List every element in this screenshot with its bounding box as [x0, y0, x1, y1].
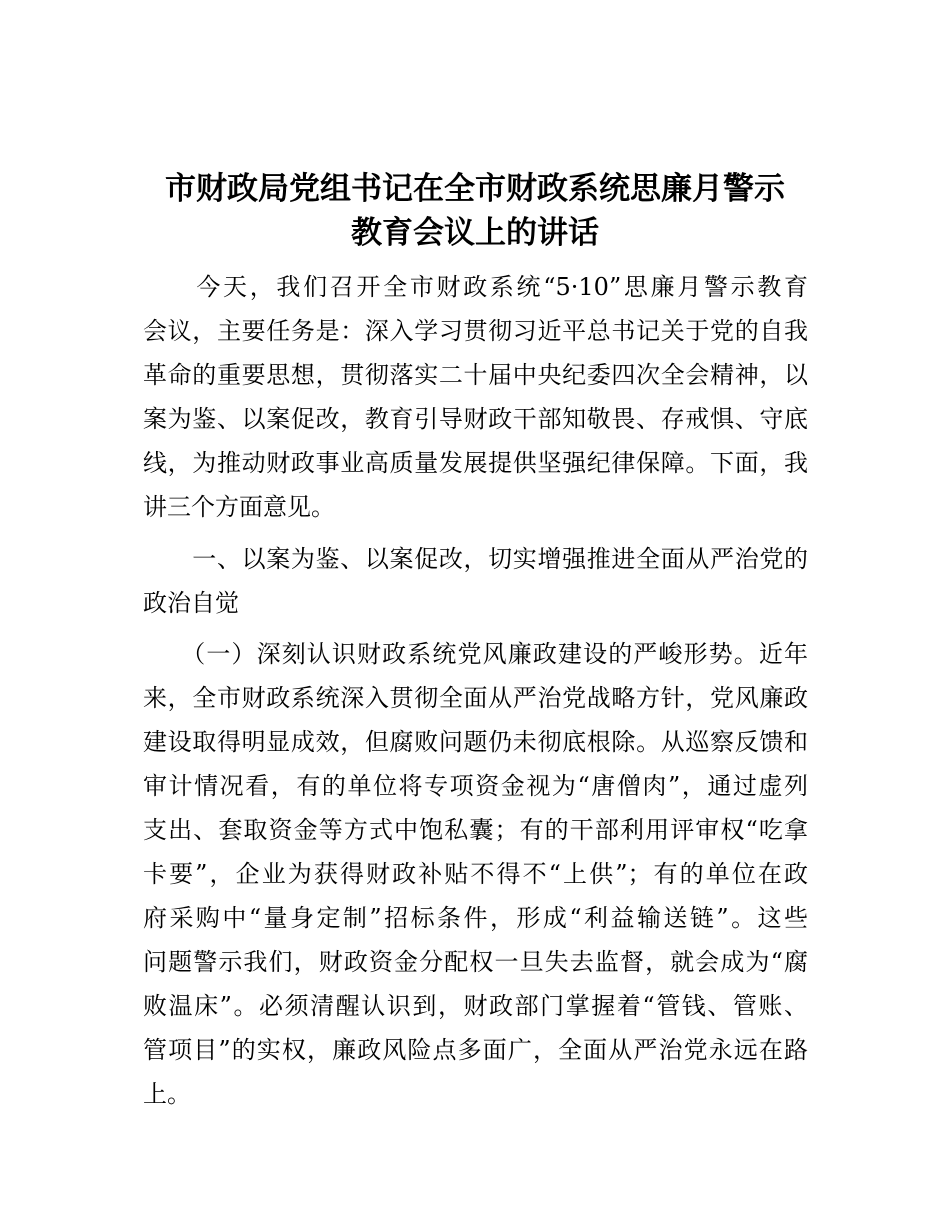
- document-title-line-1: 市财政局党组书记在全市财政系统思廉月警示: [165, 171, 785, 207]
- section-heading-1: [143, 537, 808, 625]
- paragraph-line: 问题警示我们，财政资金分配权一旦失去监督，就会成为“腐: [143, 948, 808, 976]
- paragraph-line: 建设取得明显成效，但腐败问题仍未彻底根除。从巡察反馈和: [143, 728, 808, 756]
- paragraph-line: 审计情况看，有的单位将专项资金视为“唐僧肉”，通过虚列: [143, 772, 808, 800]
- document-title-line-2: 教育会议上的讲话: [351, 215, 599, 251]
- paragraph-line: 支出、套取资金等方式中饱私囊；有的干部利用评审权“吃拿: [143, 816, 808, 844]
- paragraph-line: 败温床”。必须清醒认识到，财政部门掌握着“管钱、管账、: [143, 992, 808, 1020]
- paragraph-line: 案为鉴、以案促改，教育引导财政干部知敬畏、存戒惧、守底: [143, 405, 808, 433]
- paragraph-line: 管项目”的实权，廉政风险点多面广，全面从严治党永远在路: [143, 1036, 808, 1064]
- paragraph-introduction: [143, 265, 808, 529]
- paragraph-line: （一）深刻认识财政系统党风廉政建设的严峻形势。近年: [143, 640, 808, 668]
- paragraph-line: 府采购中“量身定制”招标条件，形成“利益输送链”。这些: [143, 904, 808, 932]
- paragraph-line: 一、以案为鉴、以案促改，切实增强推进全面从严治党的: [143, 545, 808, 573]
- paragraph-line: 上。: [143, 1080, 191, 1108]
- paragraph-line: 革命的重要思想，贯彻落实二十届中央纪委四次全会精神，以: [143, 361, 808, 389]
- paragraph-line: 卡要”，企业为获得财政补贴不得不“上供”；有的单位在政: [143, 860, 808, 888]
- paragraph-line: 线，为推动财政事业高质量发展提供坚强纪律保障。下面，我: [143, 449, 808, 477]
- paragraph-line: 政治自觉: [143, 589, 239, 617]
- paragraph-line: 讲三个方面意见。: [143, 493, 335, 521]
- paragraph-line: 来，全市财政系统深入贯彻全面从严治党战略方针，党风廉政: [143, 684, 808, 712]
- paragraph-line: 会议，主要任务是：深入学习贯彻习近平总书记关于党的自我: [143, 317, 808, 345]
- paragraph-subsection-1: [143, 632, 808, 1116]
- paragraph-line: 今天，我们召开全市财政系统“5·10”思廉月警示教育: [143, 273, 808, 301]
